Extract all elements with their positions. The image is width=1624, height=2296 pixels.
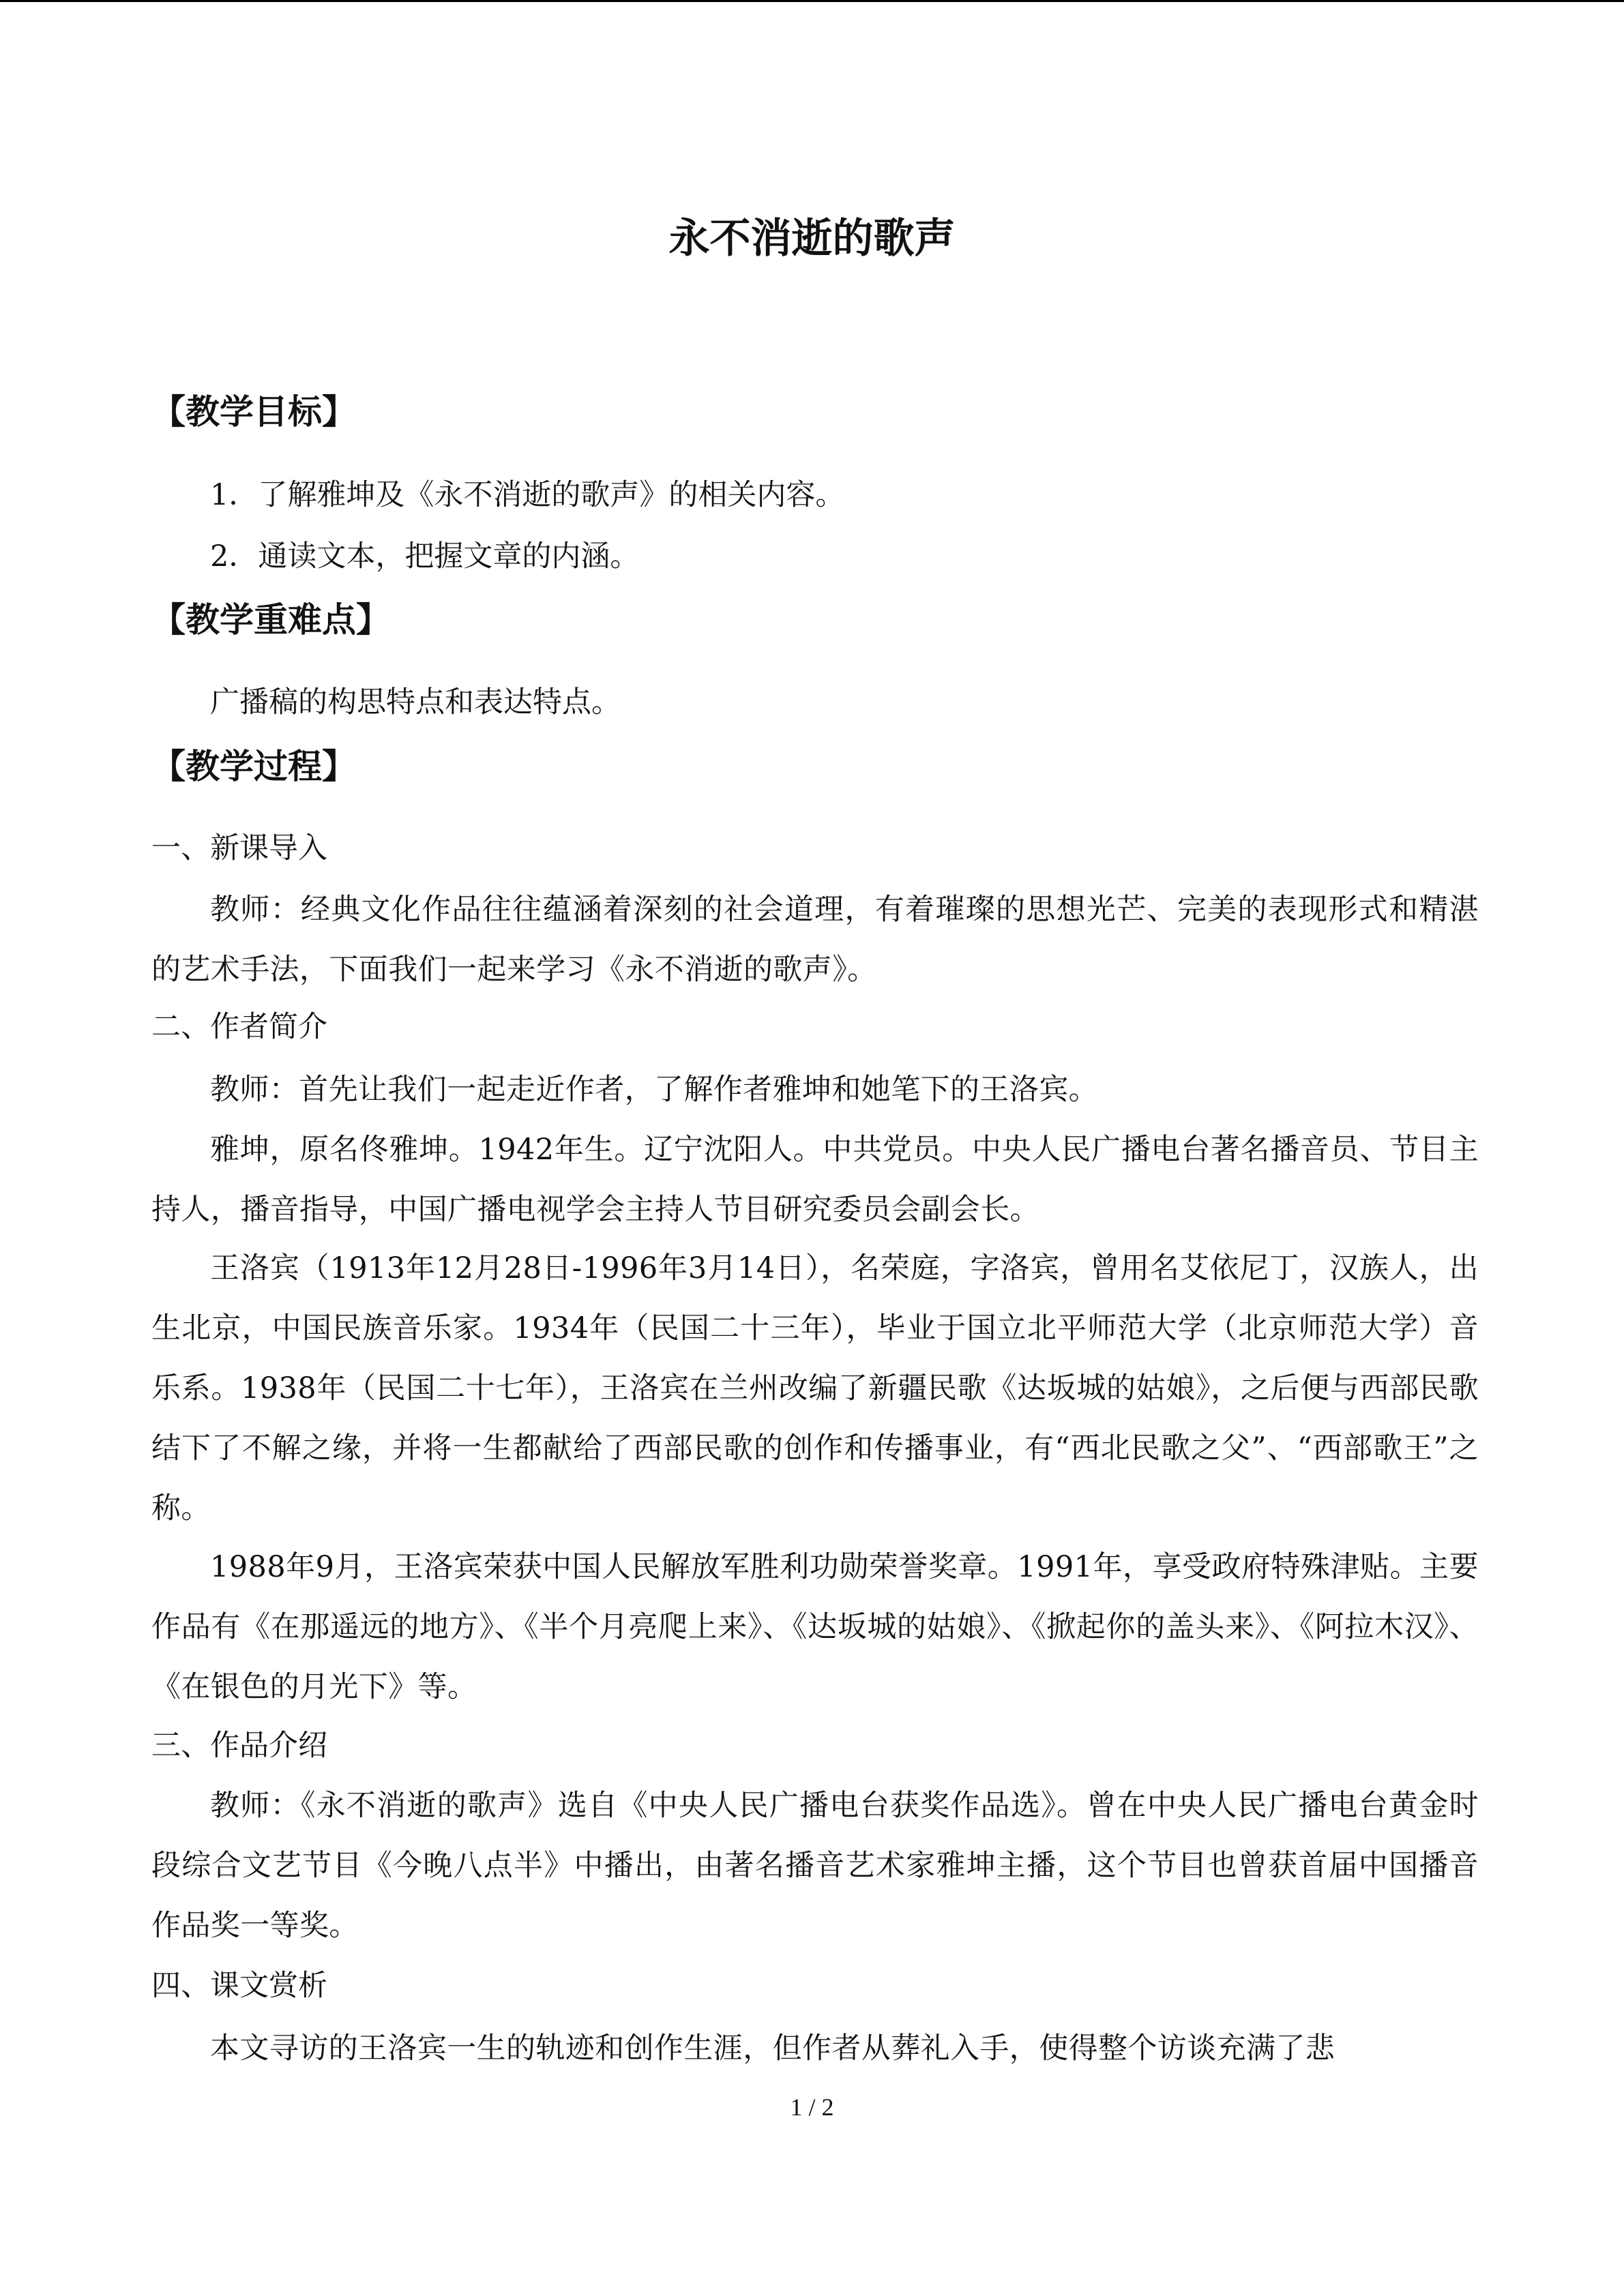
- subheading-author: 二、作者简介: [151, 1010, 327, 1044]
- page-top-border: [0, 0, 1624, 2]
- subheading-work-intro: 三、作品介绍: [151, 1729, 327, 1763]
- paragraph-work-intro: 教师：《永不消逝的歌声》选自《中央人民广播电台获奖作品选》。曾在中央人民广播电台黄金时段综合文艺节目《今晚八点半》中播出，由著名播音艺术家雅坤主播，这个节目也曾获首届中国播音作品奖一等奖。: [151, 1789, 1479, 1943]
- paragraph-author-wangluobin: 王洛宾（1913年12月28日-1996年3月14日），名荣庭，字洛宾，曾用名艾依尼丁，汉族人，出生北京，中国民族音乐家。1934年（民国二十三年），毕业于国立北平师范大学（北京师范大学）音乐系。1938年（民国二十七年），王洛宾在兰州改编了新疆民歌《达坂城的姑娘》，之后便与西部民歌结下了不解之缘，并将一生都献给了西部民歌的创作和传播事业，有“西北民歌之父”、“西部歌王”之称。: [151, 1251, 1479, 1525]
- subheading-analysis: 四、课文赏析: [151, 1969, 327, 2003]
- keypoints-text: 广播稿的构思特点和表达特点。: [210, 685, 621, 719]
- paragraph-author-works: 1988年9月，王洛宾荣获中国人民解放军胜利功勋荣誉奖章。1991年，享受政府特殊津贴。主要作品有《在那遥远的地方》、《半个月亮爬上来》、《达坂城的姑娘》、《掀起你的盖头来》、《阿拉木汉》、《在银色的月光下》等。: [151, 1550, 1479, 1704]
- paragraph-intro: 教师：经典文化作品往往蕴涵着深刻的社会道理，有着璀璨的思想光芒、完美的表现形式和精湛的艺术手法，下面我们一起来学习《永不消逝的歌声》。: [151, 893, 1479, 987]
- document-title: 永不消逝的歌声: [668, 215, 956, 263]
- paragraph-analysis: 本文寻访的王洛宾一生的轨迹和创作生涯，但作者从葬礼入手，使得整个访谈充满了悲: [210, 2031, 1335, 2066]
- paragraph-author-yakun: 雅坤，原名佟雅坤。1942年生。辽宁沈阳人。中共党员。中央人民广播电台著名播音员、节目主持人，播音指导，中国广播电视学会主持人节目研究委员会副会长。: [151, 1133, 1479, 1227]
- objective-item-1: 1．了解雅坤及《永不消逝的歌声》的相关内容。: [210, 478, 845, 512]
- heading-objectives: 【教学目标】: [151, 392, 356, 432]
- heading-keypoints: 【教学重难点】: [151, 600, 390, 640]
- page-number: 1 / 2: [790, 2093, 834, 2121]
- heading-process: 【教学过程】: [151, 747, 356, 786]
- paragraph-author-teacher: 教师：首先让我们一起走近作者，了解作者雅坤和她笔下的王洛宾。: [210, 1073, 1098, 1107]
- objective-item-2: 2．通读文本，把握文章的内涵。: [210, 539, 640, 573]
- subheading-intro: 一、新课导入: [151, 831, 327, 865]
